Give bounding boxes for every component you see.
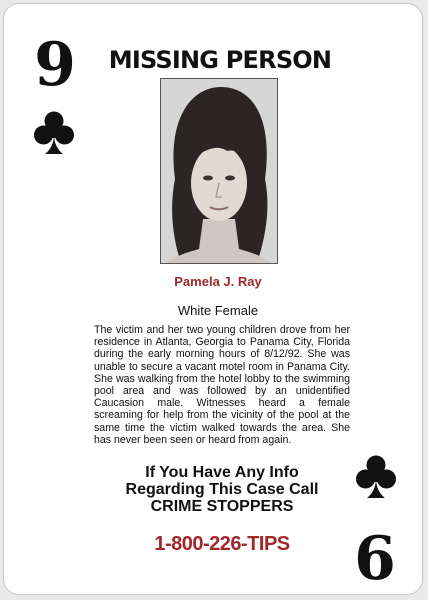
person-name: Pamela J. Ray bbox=[174, 274, 262, 289]
card-rank-top: 9 bbox=[34, 30, 76, 100]
cta-line-3: CRIME STOPPERS bbox=[150, 498, 294, 515]
playing-card bbox=[3, 3, 423, 595]
call-to-action bbox=[94, 464, 350, 515]
tip-phone-number: 1-800-226-TIPS bbox=[154, 533, 290, 555]
person-photo bbox=[160, 78, 278, 264]
cta-line-2: Regarding This Case Call bbox=[125, 481, 319, 498]
case-narrative: The victim and her two young children drove from her residence in Atlanta, Georgia to Panama City, Florida during the early morning hours of 8/12/92. She was unable to secure a vacant motel room in Panama City. She was walking from the hotel lobby to the swimming pool area and was followed by an unidentified Caucasion male. Witnesses heard a female screaming for help from the vicinity of the pool at the same time the victim walked towards the area. She has never been seen or heard from again. bbox=[94, 324, 350, 446]
card-title: MISSING PERSON bbox=[108, 46, 332, 74]
person-description: White Female bbox=[177, 303, 259, 318]
club-icon bbox=[356, 454, 396, 500]
cta-line-1: If You Have Any Info bbox=[145, 464, 299, 481]
card-rank-bottom: 6 bbox=[354, 524, 396, 594]
club-icon bbox=[34, 110, 74, 156]
